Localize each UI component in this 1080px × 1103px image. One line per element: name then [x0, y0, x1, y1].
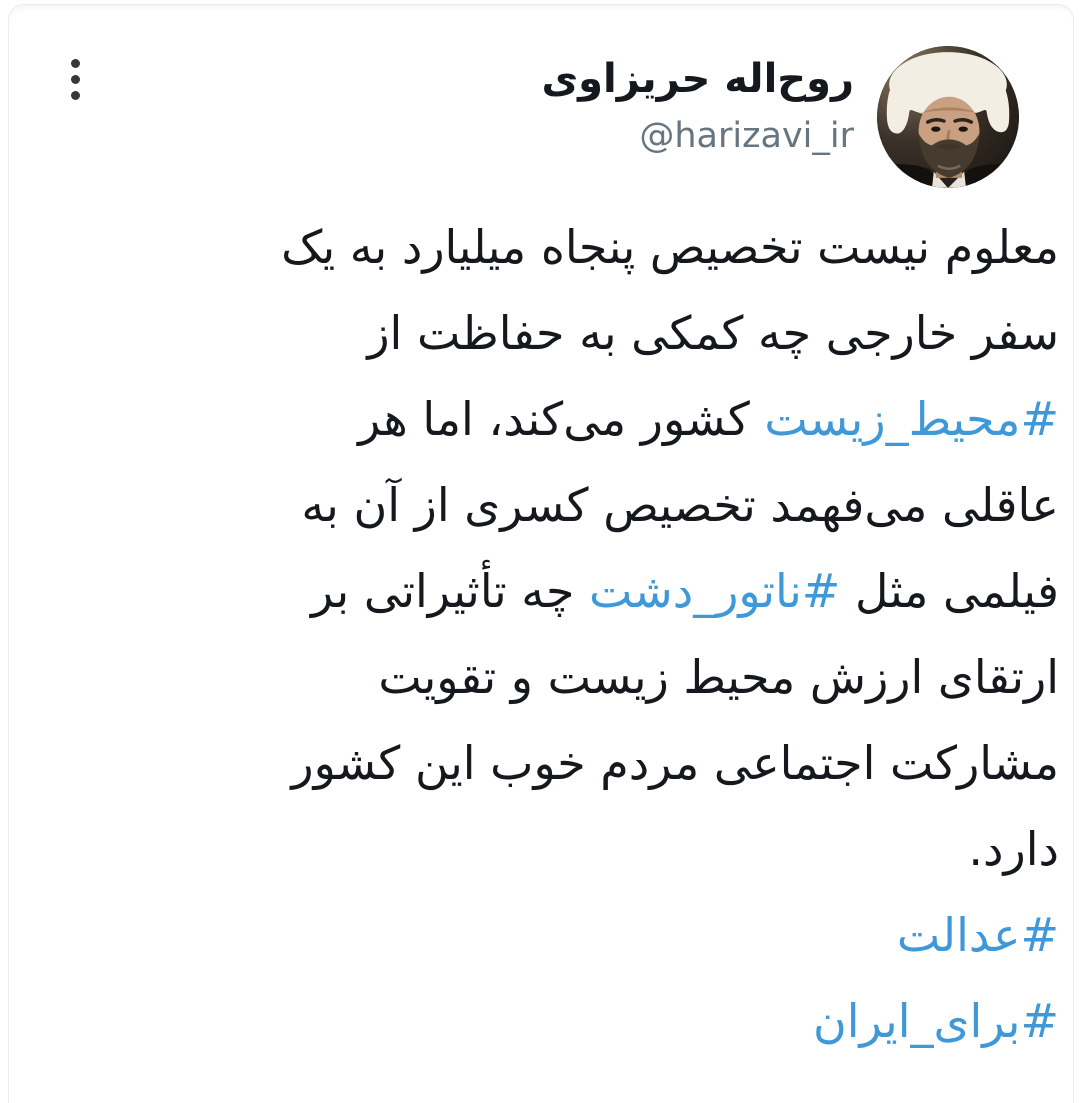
tweet-text-segment: دارد. — [968, 822, 1059, 876]
kebab-vertical-icon — [71, 91, 80, 100]
tweet-text-segment: کشور می‌کند، اما هر — [358, 392, 765, 446]
tweet-card — [8, 4, 1074, 1103]
profile-photo-cleric-white-turban-icon — [877, 46, 1019, 188]
tweet-text-segment: چه تأثیراتی بر — [311, 564, 590, 618]
tweet-line — [39, 204, 1059, 290]
tweet-text-segment: مشارکت اجتماعی مردم خوب این کشور — [291, 736, 1059, 790]
tweet-line — [39, 634, 1059, 720]
tweet-line — [39, 548, 1059, 634]
hashtag-link[interactable]: #محیط_زیست — [764, 392, 1059, 446]
kebab-vertical-icon — [71, 75, 80, 84]
hashtag-link[interactable]: #عدالت — [896, 908, 1059, 962]
hashtag-link[interactable]: #برای_ایران — [812, 994, 1059, 1048]
hashtag-link[interactable]: #ناتور_دشت — [589, 564, 841, 618]
tweet-text-segment: عاقلی می‌فهمد تخصیص کسری از آن به — [301, 478, 1059, 532]
tweet-line — [39, 892, 1059, 978]
tweet-text-segment: فیلمی مثل — [840, 564, 1059, 618]
user-handle[interactable]: @harizavi_ir — [639, 116, 854, 156]
user-info — [542, 55, 854, 157]
tweet-line — [39, 720, 1059, 806]
more-options-button[interactable] — [65, 57, 85, 102]
tweet-line — [39, 978, 1059, 1064]
tweet-line — [39, 290, 1059, 376]
display-name[interactable]: روح‌اله حریزاوی — [541, 56, 854, 102]
tweet-line — [39, 462, 1059, 548]
tweet-text-segment: ارتقای ارزش محیط زیست و تقویت — [378, 650, 1059, 704]
kebab-vertical-icon — [71, 59, 80, 68]
tweet-line — [39, 806, 1059, 892]
tweet-line — [39, 376, 1059, 462]
avatar[interactable] — [877, 46, 1019, 188]
tweet-text — [39, 204, 1059, 1064]
tweet-text-segment: معلوم نیست تخصیص پنجاه میلیارد به یک — [281, 220, 1059, 274]
tweet-text-segment: سفر خارجی چه کمکی به حفاظت از — [367, 306, 1059, 360]
